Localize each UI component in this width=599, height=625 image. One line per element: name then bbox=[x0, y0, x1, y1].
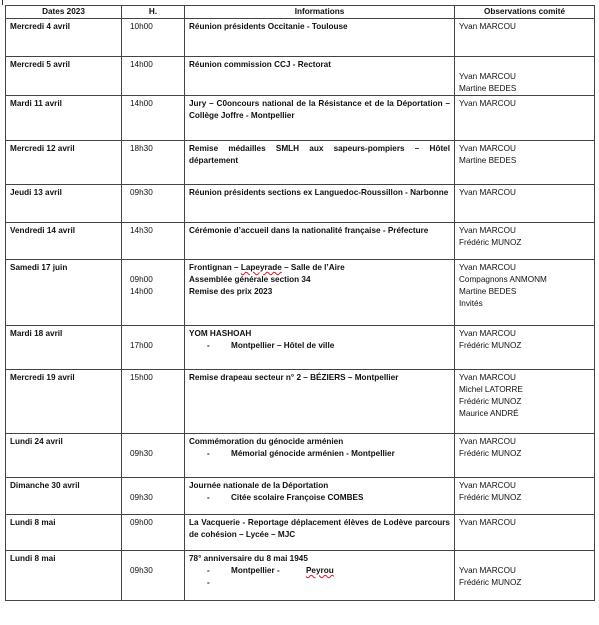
info-line: Frontignan – Lapeyrade – Salle de l’Aire bbox=[189, 263, 345, 272]
info-line: Réunion présidents Occitanie - Toulouse bbox=[189, 22, 348, 31]
row-hours bbox=[122, 370, 185, 434]
hour-line: 14h00 bbox=[130, 60, 153, 69]
observer-name: Yvan MARCOU bbox=[459, 518, 516, 527]
row-date: Vendredi 14 avril bbox=[6, 223, 122, 260]
hour-line bbox=[130, 262, 180, 274]
row-hours bbox=[122, 434, 185, 478]
agenda-row bbox=[6, 141, 595, 185]
row-informations bbox=[185, 370, 455, 434]
hour-line: 09h00 bbox=[130, 275, 153, 284]
info-line: La Vacquerie - Reportage déplacement élèves de Lodève parcours de cohésion – Lycée – MJC bbox=[189, 518, 450, 539]
hour-line bbox=[130, 436, 180, 448]
hour-line: 14h00 bbox=[130, 287, 153, 296]
observer-name: Martine BEDES bbox=[459, 84, 517, 93]
row-informations bbox=[185, 434, 455, 478]
hour-line: 09h30 bbox=[130, 188, 153, 197]
agenda-row bbox=[6, 370, 595, 434]
info-bullet-item bbox=[189, 577, 450, 589]
hour-line: 09h30 bbox=[130, 493, 153, 502]
observer-name: Invités bbox=[459, 299, 483, 308]
observer-name: Yvan MARCOU bbox=[459, 22, 516, 31]
observer-name: Yvan MARCOU bbox=[459, 481, 516, 490]
agenda-row bbox=[6, 260, 595, 326]
agenda-row bbox=[6, 551, 595, 601]
observer-name: Frédéric MUNOZ bbox=[459, 238, 522, 247]
info-line: Commémoration du génocide arménien bbox=[189, 437, 344, 446]
observer-name: Frédéric MUNOZ bbox=[459, 578, 522, 587]
observer-name: Frédéric MUNOZ bbox=[459, 449, 522, 458]
agenda-row bbox=[6, 223, 595, 260]
header-row bbox=[6, 6, 595, 19]
row-informations bbox=[185, 551, 455, 601]
row-date: Lundi 8 mai bbox=[6, 551, 122, 601]
hour-line: 09h30 bbox=[130, 449, 153, 458]
hour-line bbox=[130, 553, 180, 565]
row-observations bbox=[455, 185, 595, 223]
row-informations bbox=[185, 19, 455, 57]
observer-name: Yvan MARCOU bbox=[459, 99, 516, 108]
observer-name: Martine BEDES bbox=[459, 156, 517, 165]
agenda-row bbox=[6, 478, 595, 515]
row-observations bbox=[455, 478, 595, 515]
hour-line: 14h00 bbox=[130, 99, 153, 108]
row-observations bbox=[455, 551, 595, 601]
info-line: Remise drapeau secteur n° 2 – BÉZIERS – Montpellier bbox=[189, 373, 399, 382]
row-informations bbox=[185, 141, 455, 185]
info-bullet-text bbox=[207, 578, 231, 587]
info-line: Assemblée générale section 34 bbox=[189, 275, 311, 284]
agenda-row bbox=[6, 326, 595, 370]
observer-name: Maurice ANDRÉ bbox=[459, 409, 519, 418]
hour-line: 14h30 bbox=[130, 226, 153, 235]
observer-name: Frédéric MUNOZ bbox=[459, 493, 522, 502]
row-hours bbox=[122, 478, 185, 515]
agenda-row bbox=[6, 57, 595, 96]
header-observations: Observations comité bbox=[455, 6, 595, 19]
spellcheck-underlined-word: Lapeyrade bbox=[240, 263, 282, 272]
observer-name bbox=[459, 59, 590, 71]
row-observations bbox=[455, 19, 595, 57]
row-hours bbox=[122, 515, 185, 551]
row-date: Mercredi 12 avril bbox=[6, 141, 122, 185]
row-hours bbox=[122, 551, 185, 601]
row-hours bbox=[122, 223, 185, 260]
info-line: Réunion présidents sections ex Languedoc-Roussillon - Narbonne bbox=[189, 188, 449, 197]
row-observations bbox=[455, 96, 595, 141]
row-date: Samedi 17 juin bbox=[6, 260, 122, 326]
row-date: Mardi 11 avril bbox=[6, 96, 122, 141]
observer-name: Yvan MARCOU bbox=[459, 188, 516, 197]
info-bullet-text: Mémorial génocide arménien - Montpellier bbox=[231, 449, 395, 458]
row-observations bbox=[455, 260, 595, 326]
info-bullet-text: Montpellier – Hôtel de ville bbox=[231, 341, 335, 350]
header-hour: H. bbox=[122, 6, 185, 19]
observer-name: Yvan MARCOU bbox=[459, 566, 516, 575]
info-bullet-text: Citée scolaire Françoise COMBES bbox=[231, 493, 364, 502]
observer-name: Yvan MARCOU bbox=[459, 329, 516, 338]
agenda-row bbox=[6, 515, 595, 551]
hour-line: 17h00 bbox=[130, 341, 153, 350]
row-informations bbox=[185, 478, 455, 515]
observer-name: Compagnons ANMONM bbox=[459, 275, 547, 284]
info-line: Remise médailles SMLH aux sapeurs-pompiers – Hôtel département bbox=[189, 144, 450, 165]
hour-line: 09h30 bbox=[130, 566, 153, 575]
row-date: Lundi 8 mai bbox=[6, 515, 122, 551]
hour-line: 18h30 bbox=[130, 144, 153, 153]
info-bullet-item bbox=[189, 565, 450, 577]
info-line: Jury – C0oncours national de la Résistance et de la Déportation – Collège Joffre - Montpellier bbox=[189, 99, 450, 120]
row-observations bbox=[455, 223, 595, 260]
row-hours bbox=[122, 19, 185, 57]
observer-name: Michel LATORRE bbox=[459, 385, 523, 394]
hour-line: 10h00 bbox=[130, 22, 153, 31]
row-hours bbox=[122, 96, 185, 141]
observer-name: Yvan MARCOU bbox=[459, 144, 516, 153]
observer-name: Frédéric MUNOZ bbox=[459, 397, 522, 406]
hour-line: 09h00 bbox=[130, 518, 153, 527]
spellcheck-underlined-word: Peyrou bbox=[305, 566, 334, 575]
hour-line bbox=[130, 480, 180, 492]
info-bullet-item bbox=[189, 340, 450, 352]
row-date: Dimanche 30 avril bbox=[6, 478, 122, 515]
page-corner-mark bbox=[2, 0, 3, 5]
observer-name bbox=[459, 553, 590, 565]
row-observations bbox=[455, 57, 595, 96]
observer-name: Martine BEDES bbox=[459, 287, 517, 296]
agenda-table bbox=[5, 5, 595, 601]
row-informations bbox=[185, 57, 455, 96]
observer-name: Yvan MARCOU bbox=[459, 226, 516, 235]
row-hours bbox=[122, 141, 185, 185]
hour-line bbox=[130, 328, 180, 340]
row-observations bbox=[455, 515, 595, 551]
info-line: Remise des prix 2023 bbox=[189, 287, 273, 296]
row-informations bbox=[185, 96, 455, 141]
row-observations bbox=[455, 326, 595, 370]
info-bullet-item bbox=[189, 448, 450, 460]
info-line: Réunion commission CCJ - Rectorat bbox=[189, 60, 331, 69]
agenda-body bbox=[6, 19, 595, 601]
row-date: Mercredi 5 avril bbox=[6, 57, 122, 96]
header-dates: Dates 2023 bbox=[6, 6, 122, 19]
agenda-row bbox=[6, 185, 595, 223]
info-bullet-text: Montpellier - Peyrou bbox=[231, 566, 334, 575]
observer-name: Yvan MARCOU bbox=[459, 373, 516, 382]
row-date: Mercredi 19 avril bbox=[6, 370, 122, 434]
row-informations bbox=[185, 185, 455, 223]
row-date: Lundi 24 avril bbox=[6, 434, 122, 478]
info-line: Cérémonie d’accueil dans la nationalité française - Préfecture bbox=[189, 226, 429, 235]
row-informations bbox=[185, 260, 455, 326]
row-observations bbox=[455, 434, 595, 478]
row-hours bbox=[122, 260, 185, 326]
row-date: Jeudi 13 avril bbox=[6, 185, 122, 223]
row-hours bbox=[122, 326, 185, 370]
row-hours bbox=[122, 185, 185, 223]
row-informations bbox=[185, 223, 455, 260]
info-line: YOM HASHOAH bbox=[189, 329, 252, 338]
info-line: 78° anniversaire du 8 mai 1945 bbox=[189, 554, 308, 563]
row-hours bbox=[122, 57, 185, 96]
row-observations bbox=[455, 370, 595, 434]
agenda-row bbox=[6, 96, 595, 141]
row-date: Mercredi 4 avril bbox=[6, 19, 122, 57]
hour-line: 15h00 bbox=[130, 373, 153, 382]
info-bullet-item bbox=[189, 492, 450, 504]
row-date: Mardi 18 avril bbox=[6, 326, 122, 370]
row-informations bbox=[185, 326, 455, 370]
agenda-row bbox=[6, 434, 595, 478]
header-informations: Informations bbox=[185, 6, 455, 19]
agenda-row bbox=[6, 19, 595, 57]
observer-name: Yvan MARCOU bbox=[459, 263, 516, 272]
row-observations bbox=[455, 141, 595, 185]
observer-name: Frédéric MUNOZ bbox=[459, 341, 522, 350]
info-line: Journée nationale de la Déportation bbox=[189, 481, 329, 490]
observer-name: Yvan MARCOU bbox=[459, 72, 516, 81]
observer-name: Yvan MARCOU bbox=[459, 437, 516, 446]
row-informations bbox=[185, 515, 455, 551]
